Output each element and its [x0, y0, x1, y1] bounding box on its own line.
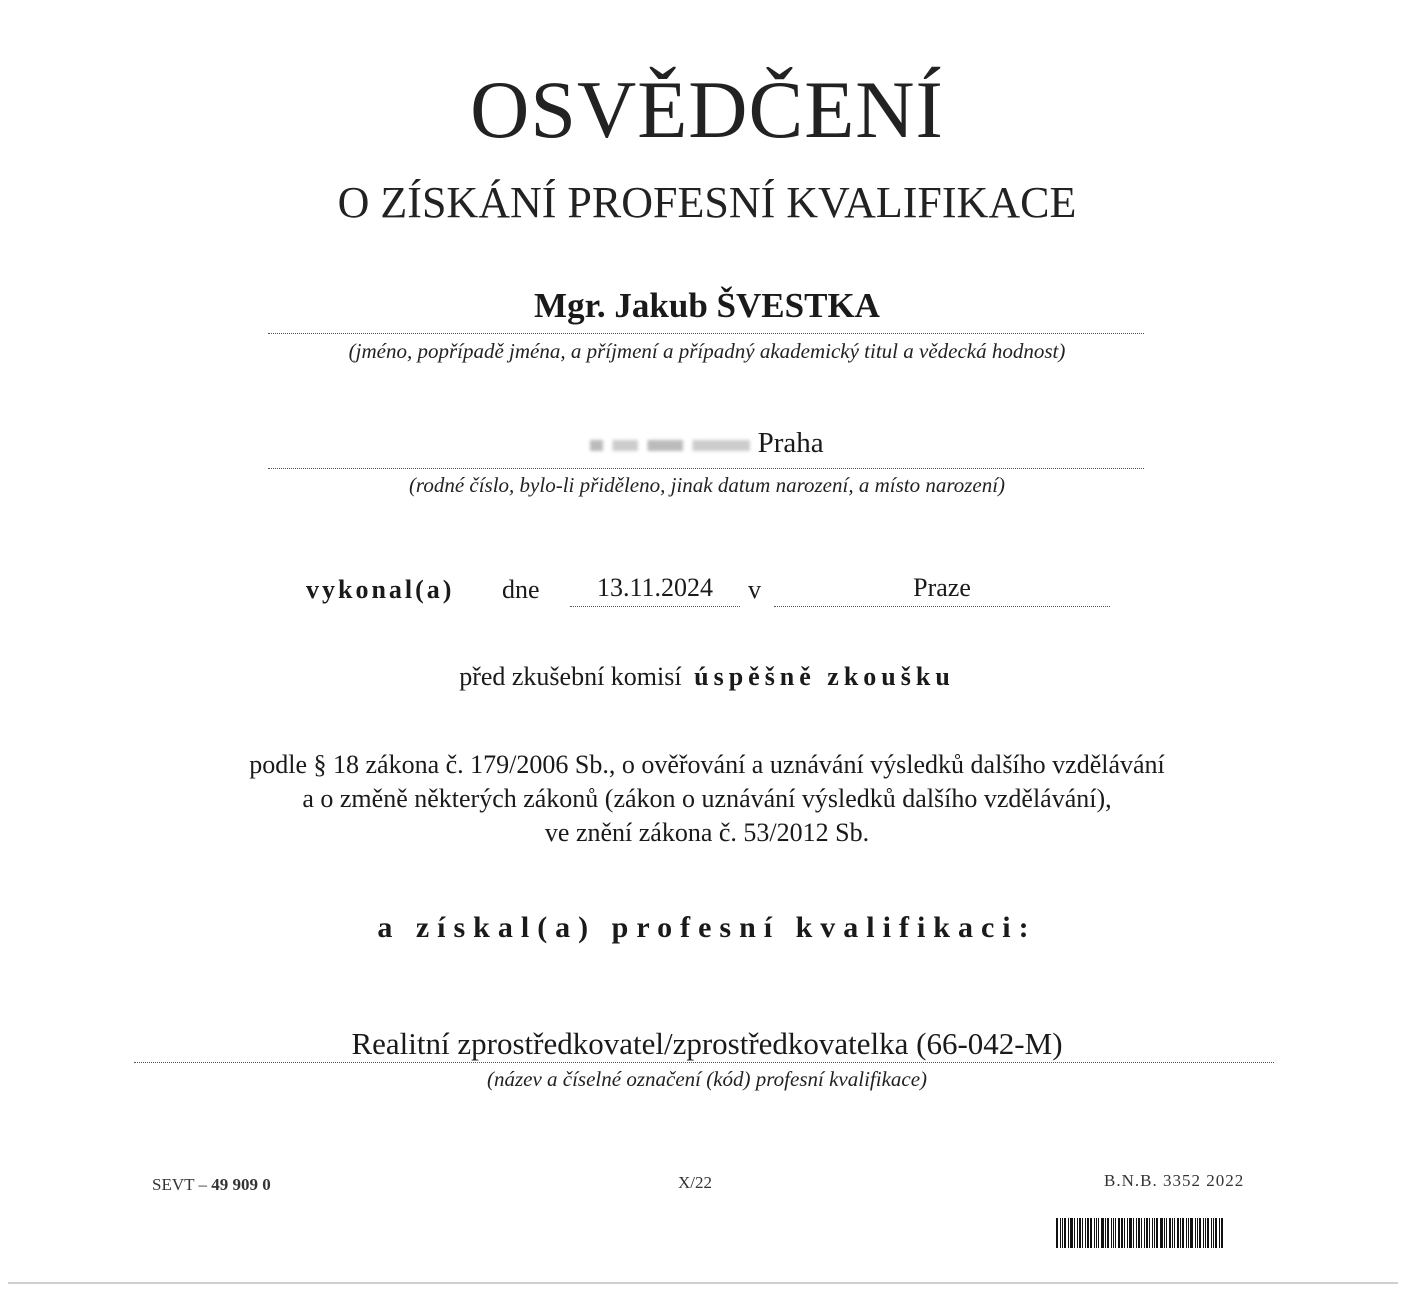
barcode-bar — [1056, 1218, 1058, 1248]
barcode-bar — [1180, 1218, 1181, 1248]
exam-prefix: před zkušební komisí — [459, 662, 682, 691]
barcode-bar — [1113, 1218, 1114, 1248]
date-label: dne — [502, 575, 540, 604]
barcode-bar — [1079, 1218, 1081, 1248]
barcode-bar — [1098, 1218, 1099, 1248]
exam-date: 13.11.2024 — [596, 573, 714, 602]
birth-dotted-line — [268, 468, 1144, 469]
birth-info — [0, 424, 1414, 462]
barcode-bar — [1203, 1218, 1204, 1248]
law-line-2: a o změně některých zákonů (zákon o uznávání výsledků dalšího vzdělávání), — [302, 784, 1112, 813]
law-line-3: ve znění zákona č. 53/2012 Sb. — [544, 818, 870, 847]
barcode-bar — [1211, 1218, 1212, 1248]
barcode-bar — [1111, 1218, 1112, 1248]
barcode-bar — [1064, 1218, 1066, 1248]
exam-date-dotted-line — [570, 606, 740, 607]
barcode-bar — [1105, 1218, 1106, 1248]
birth-hint: (rodné číslo, bylo-li přiděleno, jinak datum narození, a místo narození) — [408, 473, 1006, 497]
barcode-bar — [1115, 1218, 1116, 1248]
performed-label: vykonal(a) — [306, 575, 455, 604]
barcode-bar — [1070, 1218, 1073, 1248]
barcode-bar — [1156, 1218, 1158, 1248]
exam-place: Praze — [913, 573, 971, 602]
series-code: X/22 — [678, 1173, 712, 1192]
holder-name: Mgr. Jakub ŠVESTKA — [534, 286, 880, 325]
barcode-bar — [1141, 1218, 1142, 1248]
barcode-bar — [1133, 1218, 1134, 1248]
barcode-bar — [1124, 1218, 1125, 1248]
barcode-bar — [1207, 1218, 1209, 1248]
barcode-bar — [1096, 1218, 1097, 1248]
barcode — [1056, 1218, 1250, 1248]
barcode-bar — [1107, 1218, 1109, 1248]
barcode-bar — [1219, 1218, 1220, 1248]
barcode-bar — [1090, 1218, 1092, 1248]
certificate-subtitle: O ZÍSKÁNÍ PROFESNÍ KVALIFIKACE — [337, 178, 1077, 227]
exam-result-line — [0, 660, 1414, 694]
barcode-bar — [1085, 1218, 1086, 1248]
obtained-heading: a získal(a) profesní kvalifikaci: — [377, 911, 1037, 944]
barcode-bar — [1144, 1218, 1145, 1248]
barcode-bar — [1101, 1218, 1104, 1248]
barcode-bar — [1221, 1218, 1223, 1248]
barcode-bar — [1195, 1218, 1196, 1248]
barcode-bar — [1164, 1218, 1165, 1248]
barcode-bar — [1154, 1218, 1155, 1248]
holder-name-hint: (jméno, popřípadě jména, a příjmení a případný akademický titul a vědecká hodnost) — [348, 339, 1066, 363]
law-reference — [0, 748, 1414, 850]
barcode-bar — [1118, 1218, 1120, 1248]
barcode-bar — [1146, 1218, 1148, 1248]
form-prefix: SEVT – — [152, 1175, 207, 1194]
print-code: B.N.B. 3352 2022 — [1104, 1171, 1245, 1190]
form-number: 49 909 0 — [211, 1175, 271, 1194]
law-line-1: podle § 18 zákona č. 179/2006 Sb., o ověřování a uznávání výsledků dalšího vzdělávání — [249, 750, 1165, 779]
barcode-bar — [1082, 1218, 1083, 1248]
barcode-bar — [1149, 1218, 1150, 1248]
place-label: v — [748, 575, 761, 604]
barcode-bar — [1074, 1218, 1075, 1248]
holder-name-dotted-line — [268, 333, 1144, 334]
barcode-bar — [1182, 1218, 1184, 1248]
exam-place-dotted-line — [774, 606, 1110, 607]
barcode-bar — [1177, 1218, 1179, 1248]
barcode-bar — [1213, 1218, 1214, 1248]
barcode-bar — [1121, 1218, 1123, 1248]
form-code — [152, 1174, 271, 1196]
qualification-hint: (název a číselné označení (kód) profesní kvalifikace) — [486, 1067, 928, 1091]
barcode-bar — [1062, 1218, 1063, 1248]
barcode-bar — [1190, 1218, 1193, 1248]
qualification-dotted-line — [134, 1062, 1274, 1063]
barcode-bar — [1188, 1218, 1189, 1248]
exam-result: úspěšně zkoušku — [694, 662, 955, 691]
birth-place: Praha — [757, 427, 824, 459]
barcode-bar — [1166, 1218, 1167, 1248]
barcode-bar — [1174, 1218, 1175, 1248]
barcode-bar — [1136, 1218, 1137, 1248]
certificate-title: OSVĚDČENÍ — [470, 64, 944, 155]
barcode-bar — [1127, 1218, 1128, 1248]
birth-number-redacted — [590, 424, 750, 462]
barcode-bar — [1129, 1218, 1132, 1248]
qualification-name: Realitní zprostředkovatel/zprostředkovatelka (66-042-M) — [351, 1026, 1063, 1061]
barcode-bar — [1205, 1218, 1206, 1248]
barcode-bar — [1186, 1218, 1187, 1248]
barcode-bar — [1199, 1218, 1201, 1248]
barcode-bar — [1094, 1218, 1095, 1248]
barcode-bar — [1160, 1218, 1163, 1248]
barcode-bar — [1068, 1218, 1069, 1248]
barcode-bar — [1152, 1218, 1153, 1248]
barcode-bar — [1172, 1218, 1173, 1248]
barcode-bar — [1215, 1218, 1217, 1248]
barcode-bar — [1138, 1218, 1140, 1248]
barcode-bar — [1087, 1218, 1089, 1248]
barcode-bar — [1060, 1218, 1061, 1248]
barcode-bar — [1077, 1218, 1078, 1248]
barcode-bar — [1169, 1218, 1171, 1248]
barcode-bar — [1197, 1218, 1198, 1248]
page-edge-line — [8, 1282, 1398, 1284]
